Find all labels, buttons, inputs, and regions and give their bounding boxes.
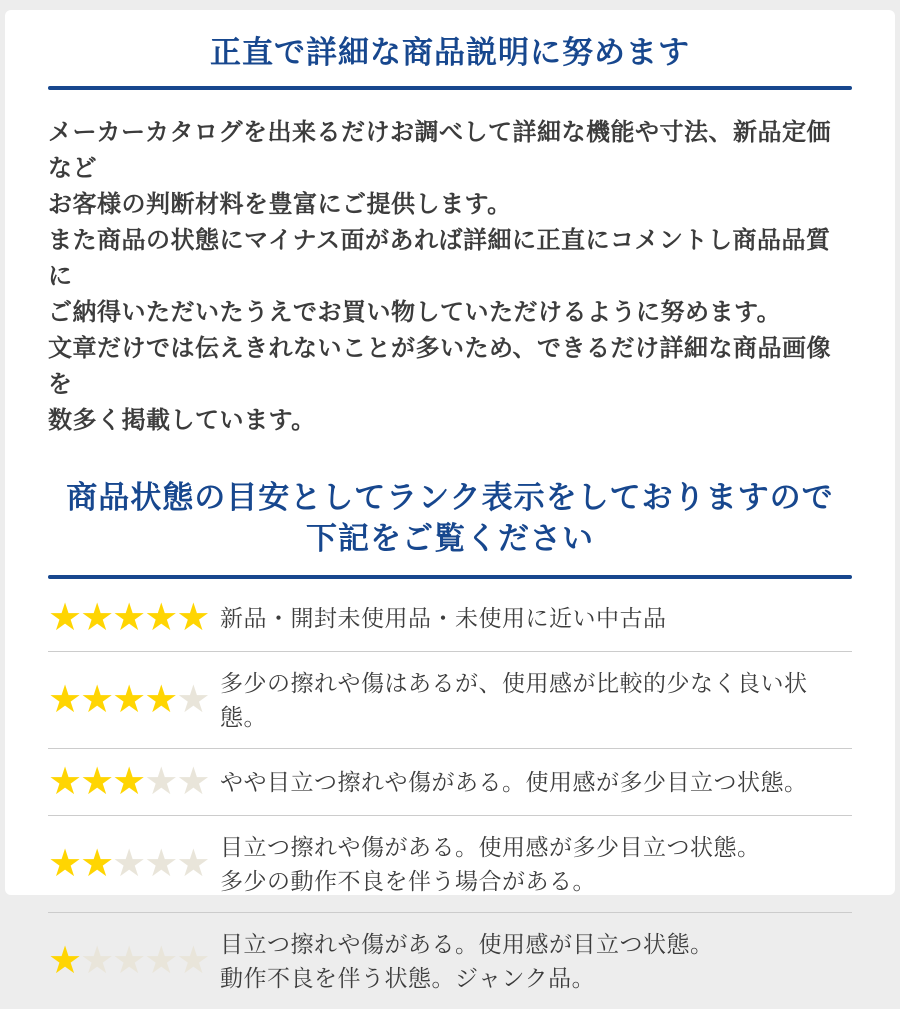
star-empty-icon: ★	[144, 761, 177, 803]
rank-section-title	[48, 477, 852, 579]
rank-row-5-star	[48, 585, 852, 652]
rank-row-2-star	[48, 816, 852, 913]
star-rating-5	[48, 599, 220, 637]
star-rating-3	[48, 763, 220, 801]
star-filled-icon: ★	[48, 761, 81, 803]
star-empty-icon: ★	[80, 940, 113, 982]
star-filled-icon: ★	[48, 843, 81, 885]
intro-line: 文章だけでは伝えきれないことが多いため、できるだけ詳細な商品画像を	[48, 335, 832, 398]
star-filled-icon: ★	[48, 940, 81, 982]
star-filled-icon: ★	[144, 597, 177, 639]
rank-title-underline	[48, 575, 852, 579]
star-filled-icon: ★	[80, 679, 113, 721]
rank-description	[220, 927, 714, 995]
star-empty-icon: ★	[144, 940, 177, 982]
star-filled-icon: ★	[112, 597, 145, 639]
rank-description-line: 多少の動作不良を伴う場合がある。	[220, 868, 596, 894]
page-title: 正直で詳細な商品説明に努めます	[210, 35, 690, 70]
star-filled-icon: ★	[112, 679, 145, 721]
rank-title-line2: 下記をご覧ください	[306, 521, 594, 556]
intro-line: お客様の判断材料を豊富にご提供します。	[48, 191, 512, 218]
intro-line: 数多く掲載しています。	[48, 407, 316, 434]
star-empty-icon: ★	[176, 843, 209, 885]
star-empty-icon: ★	[112, 940, 145, 982]
star-empty-icon: ★	[112, 843, 145, 885]
star-empty-icon: ★	[176, 679, 209, 721]
rank-description	[220, 830, 761, 898]
star-rating-4	[48, 681, 220, 719]
title-underline	[48, 86, 852, 90]
rank-list	[48, 585, 852, 1009]
content-card	[5, 10, 895, 991]
rank-description	[220, 765, 808, 799]
star-empty-icon: ★	[144, 843, 177, 885]
star-rating-2	[48, 845, 220, 883]
star-filled-icon: ★	[80, 843, 113, 885]
rank-description-line: やや目立つ擦れや傷がある。使用感が多少目立つ状態。	[220, 769, 808, 795]
rank-description-line: 目立つ擦れや傷がある。使用感が目立つ状態。	[220, 931, 714, 957]
star-filled-icon: ★	[80, 761, 113, 803]
star-filled-icon: ★	[80, 597, 113, 639]
star-filled-icon: ★	[48, 597, 81, 639]
rank-description	[220, 666, 852, 734]
intro-line: また商品の状態にマイナス面があれば詳細に正直にコメントし商品品質に	[48, 227, 831, 290]
rank-description-line: 目立つ擦れや傷がある。使用感が多少目立つ状態。	[220, 834, 761, 860]
star-filled-icon: ★	[144, 679, 177, 721]
star-empty-icon: ★	[176, 761, 209, 803]
star-filled-icon: ★	[48, 679, 81, 721]
rank-row-3-star	[48, 749, 852, 816]
rank-description-line: 動作不良を伴う状態。ジャンク品。	[220, 965, 596, 991]
star-filled-icon: ★	[176, 597, 209, 639]
rank-description	[220, 601, 667, 635]
star-rating-1	[48, 942, 220, 980]
intro-line: メーカーカタログを出来るだけお調べして詳細な機能や寸法、新品定価など	[48, 119, 832, 182]
intro-line: ご納得いただいたうえでお買い物していただけるように努めます。	[48, 299, 782, 326]
rank-description-line: 多少の擦れや傷はあるが、使用感が比較的少なく良い状態。	[220, 670, 808, 730]
rank-row-1-star	[48, 913, 852, 1009]
rank-row-4-star	[48, 652, 852, 749]
star-empty-icon: ★	[176, 940, 209, 982]
rank-description-line: 新品・開封未使用品・未使用に近い中古品	[220, 605, 667, 631]
star-filled-icon: ★	[112, 761, 145, 803]
rank-title-line1: 商品状態の目安としてランク表示をしておりますので	[66, 480, 834, 515]
intro-paragraph	[48, 115, 852, 439]
